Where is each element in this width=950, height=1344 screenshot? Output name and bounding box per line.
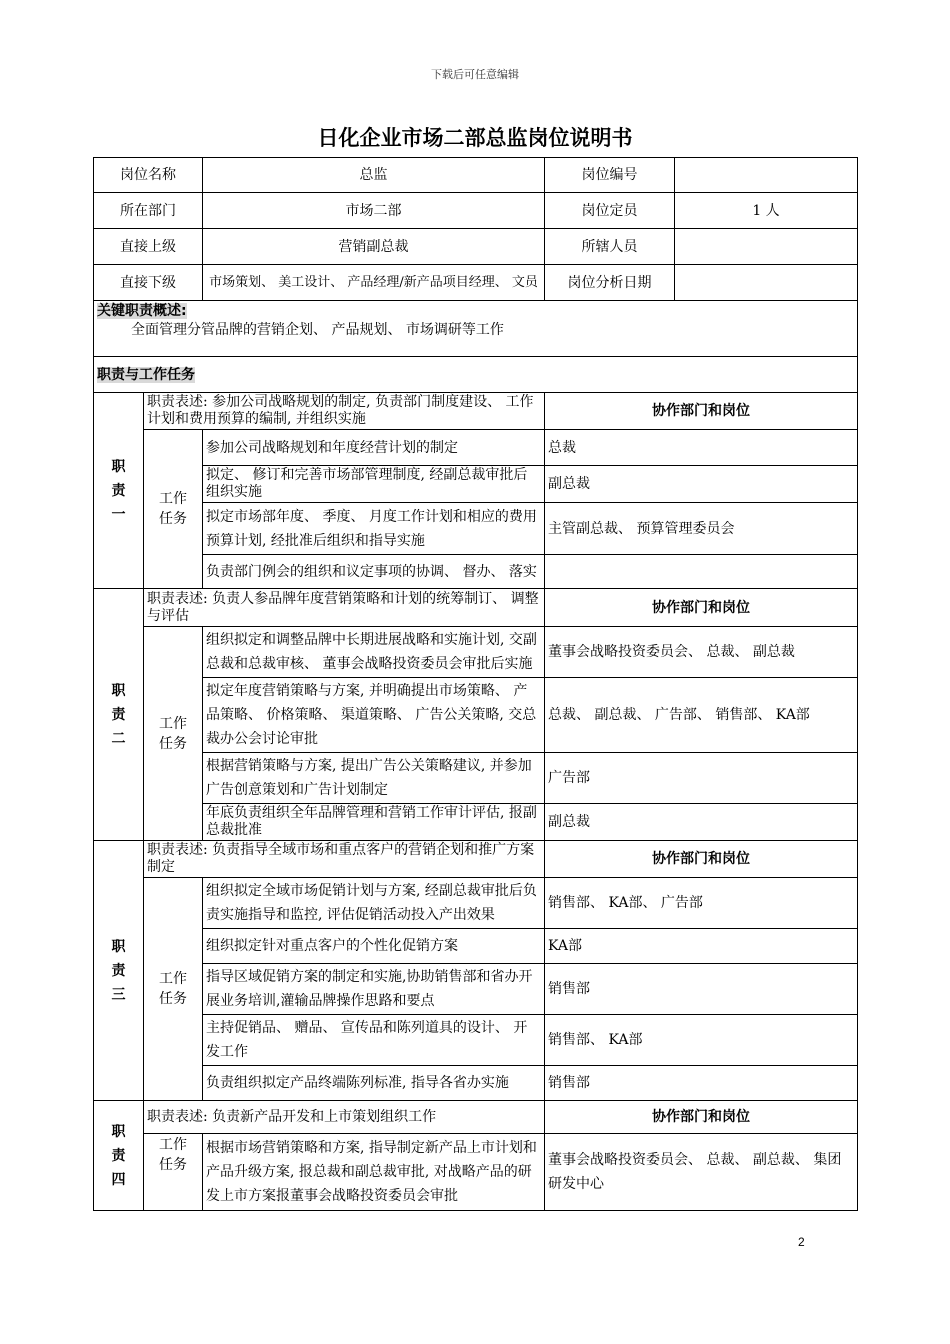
dept-label: 所在部门 (94, 193, 203, 229)
task-coop: 主管副总裁、 预算管理委员会 (545, 503, 858, 555)
header-note: 下载后可任意编辑 (431, 68, 519, 81)
task-text: 根据营销策略与方案, 提出广告公关策略建议, 并参加广告创意策划和广告计划制定 (203, 753, 545, 804)
key-summary-text: 全面管理分管品牌的营销企划、 产品规划、 市场调研等工作 (131, 322, 504, 338)
task-row (94, 503, 858, 555)
key-summary-label: 关键职责概述: (97, 303, 187, 319)
analysis-date-value (675, 265, 858, 301)
task-text: 年底负责组织全年品牌管理和营销工作审计评估, 报副总裁批准 (203, 804, 545, 841)
managed-label: 所辖人员 (545, 229, 675, 265)
duty-statement: 职责表述: 参加公司战略规划的制定, 负责部门制度建设、 工作计划和费用预算的编制, 并组织实施 (144, 393, 545, 430)
duty-statement-row (94, 1101, 858, 1134)
task-text: 组织拟定和调整品牌中长期进展战略和实施计划, 交副总裁和总裁审核、 董事会战略投资委员会审批后实施 (203, 627, 545, 678)
task-row (94, 1066, 858, 1101)
info-row-position (94, 158, 858, 193)
task-row (94, 1134, 858, 1211)
duties-body (94, 393, 858, 1211)
coop-header: 协作部门和岗位 (545, 589, 858, 627)
task-coop: 广告部 (545, 753, 858, 804)
task-coop: 销售部 (545, 964, 858, 1015)
info-row-dept (94, 193, 858, 229)
task-text: 拟定、 修订和完善市场部管理制度, 经副总裁审批后组织实施 (203, 466, 545, 503)
subordinate-label: 直接下级 (94, 265, 203, 301)
task-coop: 副总裁 (545, 804, 858, 841)
task-row (94, 466, 858, 503)
task-text: 指导区域促销方案的制定和实施,协助销售部和省办开展业务培训,灌输品牌操作思路和要点 (203, 964, 545, 1015)
task-text: 负责组织拟定产品终端陈列标准, 指导各省办实施 (203, 1066, 545, 1101)
task-row (94, 678, 858, 753)
task-row (94, 1015, 858, 1066)
duty-statement: 职责表述: 负责指导全域市场和重点客户的营销企划和推广方案制定 (144, 841, 545, 878)
headcount-label: 岗位定员 (545, 193, 675, 229)
task-coop: KA部 (545, 929, 858, 964)
task-label: 工作 任务 (144, 430, 203, 589)
subordinate-value: 市场策划、 美工设计、 产品经理/新产品项目经理、 文员 (203, 265, 545, 301)
duties-section-cell (94, 357, 858, 393)
task-text: 根据市场营销策略和方案, 指导制定新产品上市计划和产品升级方案, 报总裁和副总裁审批, 对战略产品的研发上市方案报董事会战略投资委员会审批 (203, 1134, 545, 1211)
task-row (94, 555, 858, 589)
task-text: 参加公司战略规划和年度经营计划的制定 (203, 430, 545, 466)
info-row-superior (94, 229, 858, 265)
dept-value: 市场二部 (203, 193, 545, 229)
page-number: 2 (798, 1235, 805, 1249)
duty-statement-row (94, 589, 858, 627)
task-label: 工作 任务 (144, 1134, 203, 1211)
task-row (94, 627, 858, 678)
duty-statement: 职责表述: 负责新产品开发和上市策划组织工作 (144, 1101, 545, 1134)
task-row (94, 964, 858, 1015)
headcount-value: 1 人 (675, 193, 858, 229)
duty-name: 职 责 一 (94, 393, 144, 589)
task-label: 工作 任务 (144, 627, 203, 841)
key-summary-cell (94, 301, 858, 357)
task-coop: 总裁 (545, 430, 858, 466)
task-coop: 董事会战略投资委员会、 总裁、 副总裁、 集团研发中心 (545, 1134, 858, 1211)
coop-header: 协作部门和岗位 (545, 841, 858, 878)
duties-section-row (94, 357, 858, 393)
duty-name: 职 责 三 (94, 841, 144, 1101)
task-coop: 董事会战略投资委员会、 总裁、 副总裁 (545, 627, 858, 678)
task-coop: 销售部 (545, 1066, 858, 1101)
task-coop: 总裁、 副总裁、 广告部、 销售部、 KA部 (545, 678, 858, 753)
duty-statement: 职责表述: 负责人参品牌年度营销策略和计划的统筹制订、 调整与评估 (144, 589, 545, 627)
task-coop: 销售部、 KA部 (545, 1015, 858, 1066)
page-title: 日化企业市场二部总监岗位说明书 (317, 126, 633, 150)
coop-header: 协作部门和岗位 (545, 1101, 858, 1134)
task-coop (545, 555, 858, 589)
position-no-label: 岗位编号 (545, 158, 675, 193)
superior-label: 直接上级 (94, 229, 203, 265)
analysis-date-label: 岗位分析日期 (545, 265, 675, 301)
job-description-table (93, 157, 858, 1211)
task-row (94, 929, 858, 964)
task-text: 主持促销品、 赠品、 宣传品和陈列道具的设计、 开发工作 (203, 1015, 545, 1066)
duty-statement-row (94, 393, 858, 430)
task-row (94, 753, 858, 804)
position-name-value: 总监 (203, 158, 545, 193)
key-summary-row (94, 301, 858, 357)
task-text: 组织拟定全域市场促销计划与方案, 经副总裁审批后负责实施指导和监控, 评估促销活动投入产出效果 (203, 878, 545, 929)
duty-statement-row (94, 841, 858, 878)
duty-name: 职 责 二 (94, 589, 144, 841)
task-label: 工作 任务 (144, 878, 203, 1101)
managed-value (675, 229, 858, 265)
task-coop: 销售部、 KA部、 广告部 (545, 878, 858, 929)
duty-name: 职 责 四 (94, 1101, 144, 1211)
task-text: 拟定市场部年度、 季度、 月度工作计划和相应的费用预算计划, 经批准后组织和指导实施 (203, 503, 545, 555)
coop-header: 协作部门和岗位 (545, 393, 858, 430)
task-row (94, 878, 858, 929)
task-text: 负责部门例会的组织和议定事项的协调、 督办、 落实 (203, 555, 545, 589)
task-text: 拟定年度营销策略与方案, 并明确提出市场策略、 产品策略、 价格策略、 渠道策略、 广告公关策略, 交总裁办公会讨论审批 (203, 678, 545, 753)
position-no-value (675, 158, 858, 193)
task-row (94, 804, 858, 841)
info-row-subordinate (94, 265, 858, 301)
task-coop: 副总裁 (545, 466, 858, 503)
position-name-label: 岗位名称 (94, 158, 203, 193)
task-text: 组织拟定针对重点客户的个性化促销方案 (203, 929, 545, 964)
task-row (94, 430, 858, 466)
superior-value: 营销副总裁 (203, 229, 545, 265)
duties-section-label: 职责与工作任务 (97, 366, 195, 383)
